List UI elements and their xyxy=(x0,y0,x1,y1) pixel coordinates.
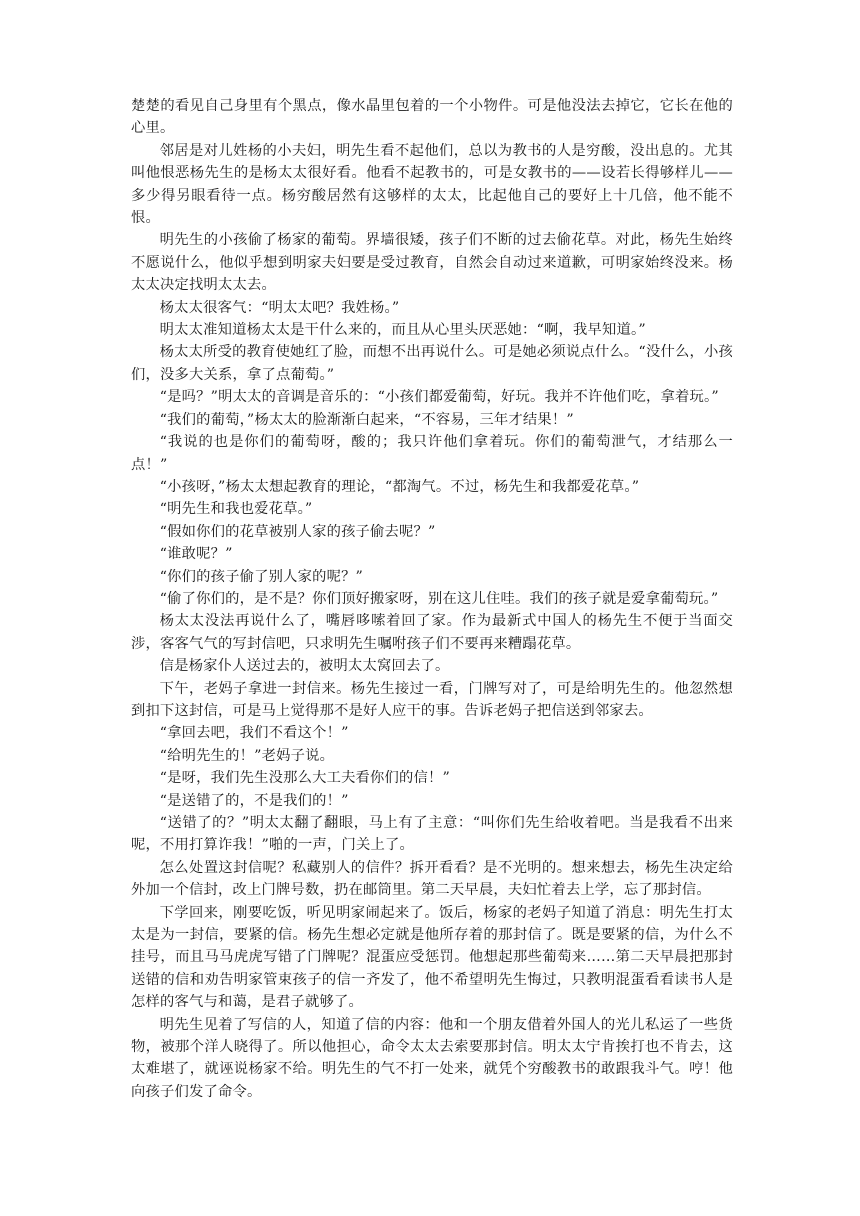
paragraph: 邻居是对儿姓杨的小夫妇，明先生看不起他们，总以为教书的人是穷酸，没出息的。尤其叫他恨恶杨先生的是杨太太很好看。他看不起教书的，可是女教书的——设若长得够样儿——多少得另眼看待一点。杨穷酸居然有这够样的太太，比起他自己的要好上十几倍，他不能不恨。 xyxy=(131,142,733,227)
paragraph: “给明先生的！”老妈子说。 xyxy=(159,747,335,764)
paragraph: 下学回来，刚要吃饭，听见明家闹起来了。饭后，杨家的老妈子知道了消息：明先生打太太是为一封信，要紧的信。杨先生想必定就是他所存着的那封信了。既是要紧的信，为什么不挂号，而且马马虎虎写错了门牌呢？混蛋应受惩罚。他想起那些葡萄来……第二天早晨把那封送错的信和劝告明家管束孩子的信一齐发了，他不希望明先生悔过，只教明混蛋看看读书人是怎样的客气与和蔼，是君子就够了。 xyxy=(131,904,733,1011)
paragraph: “谁敢呢？” xyxy=(159,546,233,563)
paragraph: “我们的葡萄，”杨太太的脸渐渐白起来，“不容易，三年才结果！” xyxy=(159,411,574,428)
paragraph: “你们的孩子偷了别人家的呢？” xyxy=(159,568,364,585)
paragraph: “小孩呀，”杨太太想起教育的理论，“都淘气。不过，杨先生和我都爱花草。” xyxy=(159,478,640,495)
paragraph: “是送错了的，不是我们的！” xyxy=(159,792,349,809)
paragraph: 明先生见着了写信的人，知道了信的内容：他和一个朋友借着外国人的光儿私运了一些货物，被那个洋人晓得了。所以他担心，命令太太去索要那封信。明太太宁肯挨打也不肯去，这太难堪了，就诬说杨家不给。明先生的气不打一处来，就凭个穷酸教书的敢跟我斗气。哼！他向孩子们发了命令。 xyxy=(131,1016,733,1100)
paragraph: “是呀，我们先生没那么大工夫看你们的信！” xyxy=(159,770,451,787)
paragraph: “假如你们的花草被别人家的孩子偷去呢？” xyxy=(159,523,436,540)
paragraph: “拿回去吧，我们不看这个！” xyxy=(159,725,349,742)
paragraph: “偷了你们的，是不是？你们顶好搬家呀，别在这儿住哇。我们的孩子就是爱拿葡萄玩。” xyxy=(159,590,719,607)
paragraph: 楚楚的看见自己身里有个黑点，像水晶里包着的一个小物件。可是他没法去掉它，它长在他的心里。 xyxy=(131,98,733,137)
paragraph: “我说的也是你们的葡萄呀，酸的；我只许他们拿着玩。你们的葡萄泄气，才结那么一点！” xyxy=(131,434,733,473)
paragraph: 杨太太没法再说什么了，嘴唇哆嗦着回了家。作为最新式中国人的杨先生不便于当面交涉，客客气气的写封信吧，只求明先生嘱咐孩子们不要再来糟蹋花草。 xyxy=(131,613,733,652)
paragraph: 下午，老妈子拿进一封信来。杨先生接过一看，门牌写对了，可是给明先生的。他忽然想到扣下这封信，可是马上觉得那不是好人应干的事。告诉老妈子把信送到邻家去。 xyxy=(131,680,733,719)
paragraph: 怎么处置这封信呢？私藏别人的信件？拆开看看？是不光明的。想来想去，杨先生决定给外加一个信封，改上门牌号数，扔在邮筒里。第二天早晨，夫妇忙着去上学，忘了那封信。 xyxy=(131,859,733,899)
paragraph: “明先生和我也爱花草。” xyxy=(159,501,313,518)
paragraph: 明太太准知道杨太太是干什么来的，而且从心里头厌恶她：“啊，我早知道。” xyxy=(159,322,646,339)
document-page xyxy=(131,95,733,1103)
paragraph: “送错了的？”明太太翻了翻眼，马上有了主意：“叫你们先生给收着吧。当是我看不出来呢，不用打算诈我！”啪的一声，门关上了。 xyxy=(131,815,733,854)
paragraph: “是吗？”明太太的音调是音乐的：“小孩们都爱葡萄，好玩。我并不许他们吃，拿着玩。” xyxy=(159,389,719,406)
paragraph: 杨太太很客气：“明太太吧？我姓杨。” xyxy=(159,299,400,316)
paragraph: 杨太太所受的教育使她红了脸，而想不出再说什么。可是她必须说点什么。“没什么，小孩们，没多大关系，拿了点葡萄。” xyxy=(131,344,733,383)
paragraph: 明先生的小孩偷了杨家的葡萄。界墙很矮，孩子们不断的过去偷花草。对此，杨先生始终不愿说什么，他似乎想到明家夫妇要是受过教育，自然会自动过来道歉，可明家始终没来。杨太太决定找明太太去。 xyxy=(131,232,733,294)
paragraph: 信是杨家仆人送过去的，被明太太窝回去了。 xyxy=(159,658,450,675)
